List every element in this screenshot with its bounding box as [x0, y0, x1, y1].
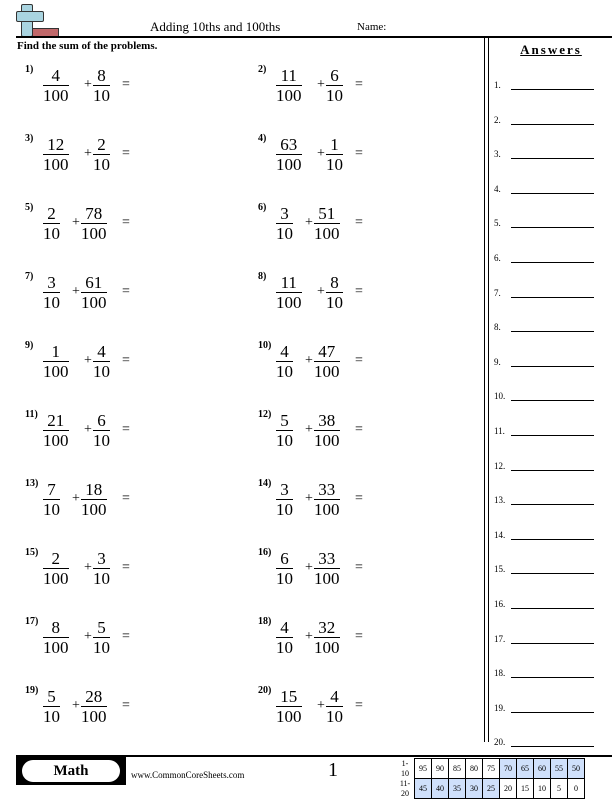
plus-sign: +	[317, 698, 325, 713]
answer-item	[494, 668, 604, 678]
answer-item	[494, 426, 604, 436]
name-label: Name:	[357, 21, 387, 33]
equals-sign: =	[122, 215, 130, 230]
fraction-a	[43, 273, 60, 312]
equals-sign: =	[355, 77, 363, 92]
score-cell: 5	[551, 779, 568, 799]
answer-item	[494, 80, 604, 90]
denominator: 100	[314, 638, 340, 657]
denominator: 10	[93, 362, 110, 381]
answer-line	[511, 331, 594, 332]
score-cell: 55	[551, 759, 568, 779]
denominator: 10	[326, 707, 343, 726]
fraction-b	[314, 411, 340, 450]
denominator: 100	[43, 86, 69, 105]
answer-line	[511, 746, 594, 747]
answer-item	[494, 634, 604, 644]
fraction-a	[276, 135, 302, 174]
problem	[258, 685, 458, 745]
problem-number: 3)	[25, 133, 34, 144]
numerator: 4	[43, 66, 69, 86]
problem	[258, 133, 458, 193]
answer-number: 3.	[494, 149, 501, 160]
problem-number: 10)	[258, 340, 272, 351]
problem	[25, 547, 225, 607]
numerator: 7	[43, 480, 60, 500]
fraction-b	[93, 411, 110, 450]
denominator: 10	[93, 155, 110, 174]
plus-sign: +	[317, 284, 325, 299]
denominator: 10	[43, 707, 60, 726]
fraction-a	[276, 480, 293, 519]
numerator: 63	[276, 135, 302, 155]
answer-item	[494, 218, 604, 228]
numerator: 4	[93, 342, 110, 362]
fraction-a	[43, 66, 69, 105]
plus-sign: +	[72, 698, 80, 713]
equals-sign: =	[122, 77, 130, 92]
answer-item	[494, 737, 604, 747]
equals-sign: =	[122, 491, 130, 506]
numerator: 51	[314, 204, 340, 224]
equals-sign: =	[355, 560, 363, 575]
answer-line	[511, 366, 594, 367]
problem	[258, 202, 458, 262]
fraction-b	[314, 480, 340, 519]
denominator: 10	[276, 224, 293, 243]
problem-number: 4)	[258, 133, 267, 144]
numerator: 8	[43, 618, 69, 638]
answer-number: 9.	[494, 356, 501, 367]
denominator: 10	[43, 500, 60, 519]
answer-line	[511, 677, 594, 678]
denominator: 100	[81, 707, 107, 726]
denominator: 100	[314, 224, 340, 243]
problem	[25, 409, 225, 469]
equals-sign: =	[122, 560, 130, 575]
numerator: 8	[93, 66, 110, 86]
fraction-a	[276, 549, 293, 588]
numerator: 18	[81, 480, 107, 500]
score-cell: 45	[415, 779, 432, 799]
problem	[25, 202, 225, 262]
answer-number: 18.	[494, 668, 506, 679]
plus-sign: +	[84, 560, 92, 575]
denominator: 100	[81, 224, 107, 243]
equals-sign: =	[355, 215, 363, 230]
numerator: 5	[43, 687, 60, 707]
answer-item	[494, 115, 604, 125]
answer-item	[494, 461, 604, 471]
denominator: 10	[326, 293, 343, 312]
numerator: 3	[276, 480, 293, 500]
denominator: 100	[276, 86, 302, 105]
problem	[25, 271, 225, 331]
answer-number: 7.	[494, 287, 501, 298]
numerator: 33	[314, 480, 340, 500]
problem-number: 2)	[258, 64, 267, 75]
fraction-b	[93, 135, 110, 174]
equals-sign: =	[355, 698, 363, 713]
answer-line	[511, 573, 594, 574]
answer-item	[494, 495, 604, 505]
fraction-a	[276, 687, 302, 726]
problem	[25, 64, 225, 124]
score-cell: 95	[415, 759, 432, 779]
answer-line	[511, 643, 594, 644]
plus-sign: +	[72, 491, 80, 506]
answer-line	[511, 262, 594, 263]
denominator: 100	[81, 500, 107, 519]
denominator: 10	[326, 86, 343, 105]
numerator: 6	[276, 549, 293, 569]
plus-sign: +	[84, 422, 92, 437]
problem	[258, 340, 458, 400]
answer-item	[494, 149, 604, 159]
answer-line	[511, 297, 594, 298]
fraction-a	[43, 549, 69, 588]
plus-sign: +	[305, 422, 313, 437]
problem-number: 15)	[25, 547, 39, 558]
denominator: 10	[93, 638, 110, 657]
plus-sign: +	[305, 491, 313, 506]
numerator: 3	[93, 549, 110, 569]
fraction-a	[276, 204, 293, 243]
denominator: 100	[43, 362, 69, 381]
score-cell: 70	[500, 759, 517, 779]
plus-sign: +	[72, 284, 80, 299]
score-cell: 15	[517, 779, 534, 799]
numerator: 8	[326, 273, 343, 293]
numerator: 15	[276, 687, 302, 707]
fraction-a	[276, 342, 293, 381]
answer-number: 4.	[494, 183, 501, 194]
denominator: 10	[43, 224, 60, 243]
numerator: 4	[276, 342, 293, 362]
answer-number: 6.	[494, 253, 501, 263]
numerator: 32	[314, 618, 340, 638]
denominator: 10	[276, 569, 293, 588]
denominator: 10	[93, 86, 110, 105]
score-cell: 60	[534, 759, 551, 779]
equals-sign: =	[122, 698, 130, 713]
numerator: 47	[314, 342, 340, 362]
score-cell: 0	[568, 779, 585, 799]
fraction-b	[314, 204, 340, 243]
problem	[258, 478, 458, 538]
numerator: 4	[276, 618, 293, 638]
score-cell: 10	[534, 779, 551, 799]
denominator: 100	[314, 362, 340, 381]
answer-line	[511, 400, 594, 401]
fraction-b	[93, 549, 110, 588]
answer-line	[511, 470, 594, 471]
numerator: 3	[43, 273, 60, 293]
answer-line	[511, 124, 594, 125]
score-cell: 80	[466, 759, 483, 779]
answer-item	[494, 564, 604, 574]
problem-number: 6)	[258, 202, 267, 213]
answer-line	[511, 608, 594, 609]
denominator: 100	[314, 431, 340, 450]
answer-item	[494, 253, 604, 263]
fraction-b	[314, 342, 340, 381]
numerator: 28	[81, 687, 107, 707]
numerator: 1	[326, 135, 343, 155]
problem	[258, 64, 458, 124]
fraction-a	[276, 618, 293, 657]
numerator: 38	[314, 411, 340, 431]
equals-sign: =	[355, 146, 363, 161]
answer-line	[511, 504, 594, 505]
denominator: 10	[276, 431, 293, 450]
answer-number: 17.	[494, 633, 506, 644]
equals-sign: =	[355, 284, 363, 299]
problem	[25, 478, 225, 538]
answer-line	[511, 539, 594, 540]
answer-item	[494, 288, 604, 298]
denominator: 100	[81, 293, 107, 312]
problem-number: 19)	[25, 685, 39, 696]
equals-sign: =	[355, 353, 363, 368]
answer-line	[511, 227, 594, 228]
fraction-b	[314, 549, 340, 588]
answer-number: 20.	[494, 737, 506, 748]
problem-number: 5)	[25, 202, 34, 213]
numerator: 78	[81, 204, 107, 224]
plus-sign: +	[305, 560, 313, 575]
plus-sign: +	[305, 215, 313, 230]
score-cell: 30	[466, 779, 483, 799]
equals-sign: =	[122, 146, 130, 161]
answer-number: 19.	[494, 702, 506, 713]
denominator: 100	[276, 707, 302, 726]
fraction-b	[326, 273, 343, 312]
score-cell: 40	[432, 779, 449, 799]
instructions: Find the sum of the problems.	[17, 40, 158, 52]
problem-number: 16)	[258, 547, 272, 558]
fraction-b	[81, 480, 107, 519]
numerator: 21	[43, 411, 69, 431]
answer-line	[511, 193, 594, 194]
denominator: 10	[276, 638, 293, 657]
score-cell: 20	[500, 779, 517, 799]
score-cell: 65	[517, 759, 534, 779]
fraction-a	[43, 480, 60, 519]
problem	[258, 271, 458, 331]
numerator: 12	[43, 135, 69, 155]
problem-number: 18)	[258, 616, 272, 627]
problem	[258, 409, 458, 469]
denominator: 100	[43, 155, 69, 174]
equals-sign: =	[355, 422, 363, 437]
denominator: 10	[93, 569, 110, 588]
plus-sign: +	[84, 353, 92, 368]
problem	[25, 685, 225, 745]
numerator: 33	[314, 549, 340, 569]
problem-number: 17)	[25, 616, 39, 627]
denominator: 100	[276, 155, 302, 174]
problem	[25, 133, 225, 193]
denominator: 100	[43, 431, 69, 450]
plus-sign: +	[84, 77, 92, 92]
problem	[258, 616, 458, 676]
numerator: 6	[326, 66, 343, 86]
numerator: 1	[43, 342, 69, 362]
answer-line	[511, 158, 594, 159]
site-url: www.CommonCoreSheets.com	[131, 770, 245, 780]
problem-number: 9)	[25, 340, 34, 351]
problem-number: 11)	[25, 409, 38, 420]
score-table	[397, 758, 585, 799]
problem-number: 8)	[258, 271, 267, 282]
fraction-b	[93, 66, 110, 105]
problem	[25, 340, 225, 400]
answer-item	[494, 184, 604, 194]
equals-sign: =	[355, 491, 363, 506]
equals-sign: =	[122, 353, 130, 368]
subject-badge: Math	[22, 760, 120, 782]
denominator: 10	[93, 431, 110, 450]
fraction-a	[43, 687, 60, 726]
equals-sign: =	[122, 629, 130, 644]
answer-number: 5.	[494, 218, 501, 229]
column-divider	[488, 38, 489, 742]
plus-sign: +	[72, 215, 80, 230]
fraction-a	[276, 273, 302, 312]
numerator: 6	[93, 411, 110, 431]
score-cell: 35	[449, 779, 466, 799]
numerator: 5	[276, 411, 293, 431]
denominator: 100	[276, 293, 302, 312]
score-cell: 75	[483, 759, 500, 779]
answer-number: 2.	[494, 114, 501, 125]
fraction-b	[314, 618, 340, 657]
page-number: 1	[328, 759, 338, 781]
fraction-b	[326, 66, 343, 105]
numerator: 2	[93, 135, 110, 155]
denominator: 100	[314, 500, 340, 519]
score-cell: 25	[483, 779, 500, 799]
equals-sign: =	[355, 629, 363, 644]
problem	[25, 616, 225, 676]
answer-item	[494, 322, 604, 332]
denominator: 100	[314, 569, 340, 588]
score-cell: 85	[449, 759, 466, 779]
answer-number: 15.	[494, 564, 506, 575]
fraction-a	[43, 135, 69, 174]
score-cell: 90	[432, 759, 449, 779]
answer-line	[511, 89, 594, 90]
answer-item	[494, 357, 604, 367]
answer-number: 11.	[494, 426, 505, 436]
numerator: 5	[93, 618, 110, 638]
answer-line	[511, 435, 594, 436]
denominator: 10	[43, 293, 60, 312]
denominator: 10	[326, 155, 343, 174]
problem	[258, 547, 458, 607]
score-cell: 50	[568, 759, 585, 779]
denominator: 10	[276, 362, 293, 381]
plus-sign: +	[84, 629, 92, 644]
numerator: 61	[81, 273, 107, 293]
denominator: 100	[43, 638, 69, 657]
plus-sign: +	[305, 353, 313, 368]
answer-number: 8.	[494, 322, 501, 333]
score-row-label: 1-10	[401, 758, 409, 778]
numerator: 11	[276, 66, 302, 86]
fraction-b	[93, 618, 110, 657]
problem-number: 20)	[258, 685, 272, 696]
worksheet-title: Adding 10ths and 100ths	[150, 19, 281, 34]
problem-number: 13)	[25, 478, 39, 489]
answer-number: 10.	[494, 391, 506, 402]
answer-number: 12.	[494, 460, 506, 471]
numerator: 11	[276, 273, 302, 293]
header-divider	[16, 36, 612, 38]
equals-sign: =	[122, 422, 130, 437]
answer-item	[494, 599, 604, 609]
answer-item	[494, 530, 604, 540]
column-divider	[484, 38, 485, 742]
answer-number: 14.	[494, 529, 506, 540]
answer-number: 16.	[494, 599, 506, 609]
plus-sign: +	[305, 629, 313, 644]
problem-number: 7)	[25, 271, 34, 282]
fraction-a	[43, 411, 69, 450]
fraction-a	[276, 66, 302, 105]
answer-item	[494, 391, 604, 401]
plus-sign: +	[84, 146, 92, 161]
fraction-a	[43, 618, 69, 657]
fraction-b	[326, 135, 343, 174]
numerator: 2	[43, 204, 60, 224]
problem-number: 12)	[258, 409, 272, 420]
fraction-a	[276, 411, 293, 450]
fraction-b	[81, 273, 107, 312]
answer-number: 13.	[494, 495, 506, 506]
numerator: 4	[326, 687, 343, 707]
fraction-b	[93, 342, 110, 381]
score-row-label: 11-20	[399, 778, 411, 798]
denominator: 10	[276, 500, 293, 519]
equals-sign: =	[122, 284, 130, 299]
score-row	[397, 779, 585, 799]
plus-sign: +	[317, 146, 325, 161]
denominator: 100	[43, 569, 69, 588]
answers-heading: Answers	[520, 42, 582, 57]
answer-item	[494, 703, 604, 713]
score-row	[397, 759, 585, 779]
problem-number: 1)	[25, 64, 34, 75]
fraction-b	[326, 687, 343, 726]
fraction-b	[81, 204, 107, 243]
numerator: 2	[43, 549, 69, 569]
plus-sign: +	[317, 77, 325, 92]
answer-line	[511, 712, 594, 713]
fraction-a	[43, 342, 69, 381]
answer-number: 1.	[494, 80, 501, 90]
fraction-b	[81, 687, 107, 726]
numerator: 3	[276, 204, 293, 224]
fraction-a	[43, 204, 60, 243]
logo-plus-bar-icon	[16, 11, 44, 22]
problem-number: 14)	[258, 478, 272, 489]
